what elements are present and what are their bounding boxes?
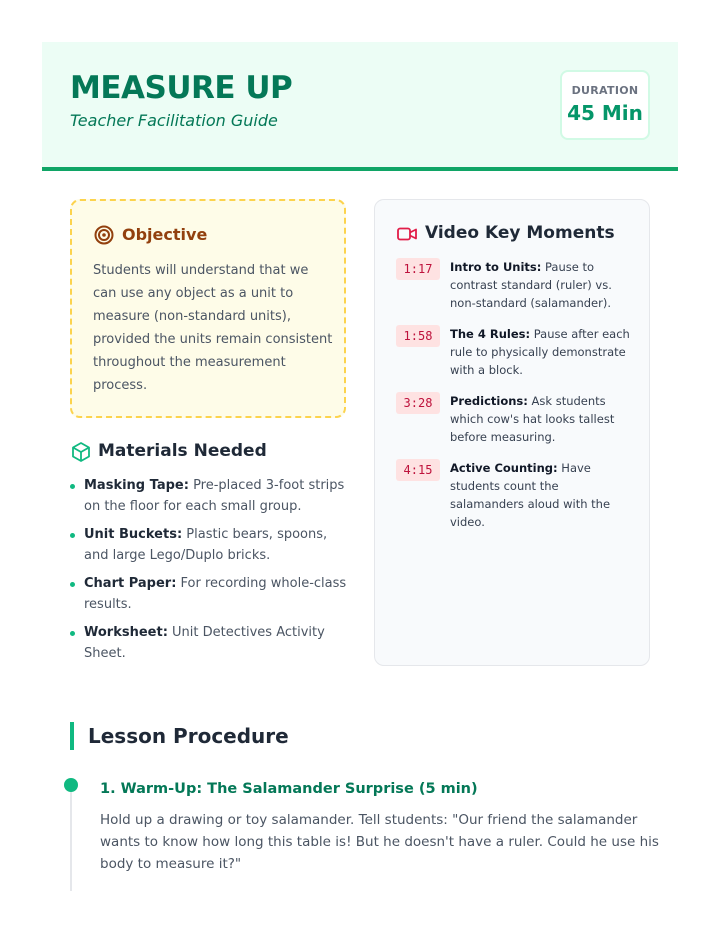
header-banner — [42, 42, 678, 168]
header-divider — [42, 167, 678, 171]
procedure-title: Lesson Procedure — [88, 724, 289, 748]
procedure-accent-bar — [70, 722, 74, 750]
moment-text: Pause to contrast standard (ruler) vs. non-standard (salamander). — [450, 260, 612, 310]
timeline-dot — [64, 778, 78, 792]
step-text: Hold up a drawing or toy salamander. Tell students: "Our friend the salamander wants to know how long this table is! But he doesn't have a ruler. Could he use his body to measure it?" — [100, 812, 659, 872]
page-subtitle: Teacher Facilitation Guide — [70, 111, 278, 130]
moment-text: Have students count the salamanders aloud with the video. — [450, 461, 611, 529]
target-icon — [94, 225, 114, 245]
material-label: Unit Buckets: — [84, 527, 183, 542]
moment-label: Active Counting: — [450, 461, 558, 475]
list-item — [70, 475, 350, 517]
cube-icon — [70, 441, 92, 463]
video-camera-icon — [397, 226, 417, 242]
timestamp-badge[interactable]: 3:28 — [396, 392, 440, 414]
moment-text: Ask students which cow's hat looks tallest before measuring. — [450, 394, 615, 444]
objective-title: Objective — [122, 225, 208, 244]
moment-description — [450, 392, 630, 446]
material-label: Chart Paper: — [84, 576, 177, 591]
objective-text: Students will understand that we can use any object as a unit to measure (non-standard units), provided the units remain consistent throughout the measurement process. — [93, 263, 333, 393]
moment-label: The 4 Rules: — [450, 327, 531, 341]
video-moments-card — [374, 199, 650, 666]
timestamp-badge[interactable]: 1:58 — [396, 325, 440, 347]
material-text: Pre-placed 3-foot strips on the floor for each small group. — [84, 478, 345, 514]
moment-description — [450, 258, 630, 312]
timestamp-badge[interactable]: 4:15 — [396, 459, 440, 481]
moment-description — [450, 459, 630, 531]
moment-description — [450, 325, 630, 379]
material-label: Worksheet: — [84, 625, 168, 640]
duration-value: 45 Min — [567, 101, 643, 125]
video-title: Video Key Moments — [425, 223, 615, 243]
materials-list — [70, 475, 350, 671]
page-title: MEASURE UP — [70, 70, 293, 106]
step-title: 1. Warm-Up: The Salamander Surprise (5 min) — [100, 781, 478, 797]
duration-label: DURATION — [571, 84, 639, 97]
material-text: Unit Detectives Activity Sheet. — [84, 625, 325, 661]
timeline-line — [70, 785, 72, 891]
moment-label: Predictions: — [450, 394, 528, 408]
list-item — [70, 573, 350, 615]
materials-title: Materials Needed — [98, 441, 267, 461]
material-text: For recording whole-class results. — [84, 576, 347, 612]
material-label: Masking Tape: — [84, 478, 189, 493]
timestamp-badge[interactable]: 1:17 — [396, 258, 440, 280]
objective-card — [70, 199, 346, 418]
duration-badge — [560, 70, 650, 140]
list-item — [70, 622, 350, 664]
moment-text: Pause after each rule to physically demonstrate with a block. — [450, 327, 630, 377]
moment-label: Intro to Units: — [450, 260, 542, 274]
material-text: Plastic bears, spoons, and large Lego/Duplo bricks. — [84, 527, 328, 563]
list-item — [70, 524, 350, 566]
